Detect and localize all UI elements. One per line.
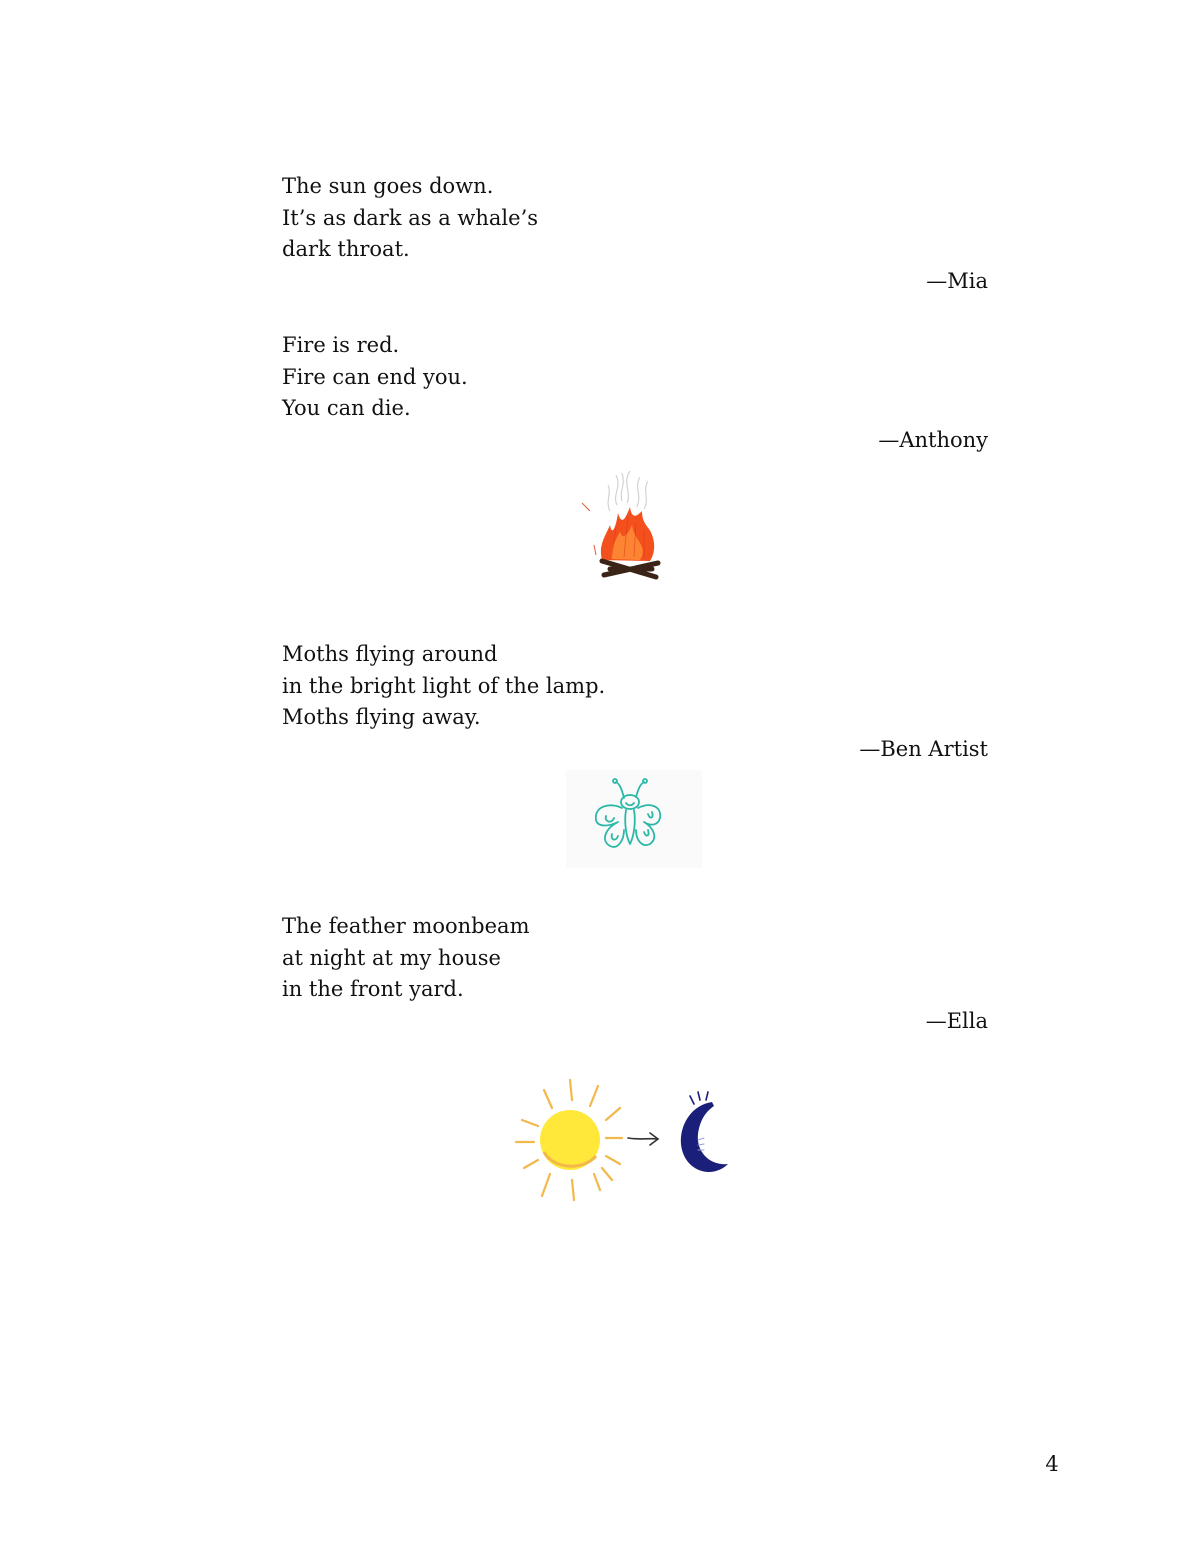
campfire-drawing	[572, 465, 682, 595]
poem-4-line-1: The feather moonbeam	[282, 914, 530, 938]
poem-1-author: —Mia	[926, 268, 988, 293]
moth-drawing	[566, 770, 702, 868]
poem-3-line-1: Moths flying around	[282, 642, 498, 666]
moth-illustration	[566, 770, 702, 868]
poem-4-line-2: at night at my house	[282, 945, 501, 970]
poem-1-line-1: The sun goes down.	[282, 174, 494, 198]
poem-1-line-3: dark throat.	[282, 237, 410, 262]
sun-to-moon-illustration	[508, 1072, 758, 1204]
sun-to-moon-drawing	[508, 1072, 758, 1204]
poem-4	[282, 911, 988, 1037]
poem-2-author: —Anthony	[878, 427, 988, 452]
poem-3	[282, 639, 988, 765]
poem-2-line-2: Fire can end you.	[282, 364, 468, 389]
poem-2-line-1: Fire is red.	[282, 333, 400, 357]
poem-1	[282, 171, 988, 297]
poem-4-line-3: in the front yard.	[282, 977, 464, 1002]
campfire-illustration	[572, 465, 682, 595]
poem-4-author: —Ella	[925, 1008, 988, 1033]
poem-2	[282, 330, 988, 456]
poem-3-author: —Ben Artist	[859, 736, 988, 761]
poem-2-line-3: You can die.	[282, 396, 411, 421]
poem-3-line-2: in the bright light of the lamp.	[282, 673, 606, 698]
poem-1-line-2: It’s as dark as a whale’s	[282, 205, 539, 230]
page-number: 4	[1045, 1452, 1059, 1476]
poem-3-line-3: Moths flying away.	[282, 705, 481, 730]
